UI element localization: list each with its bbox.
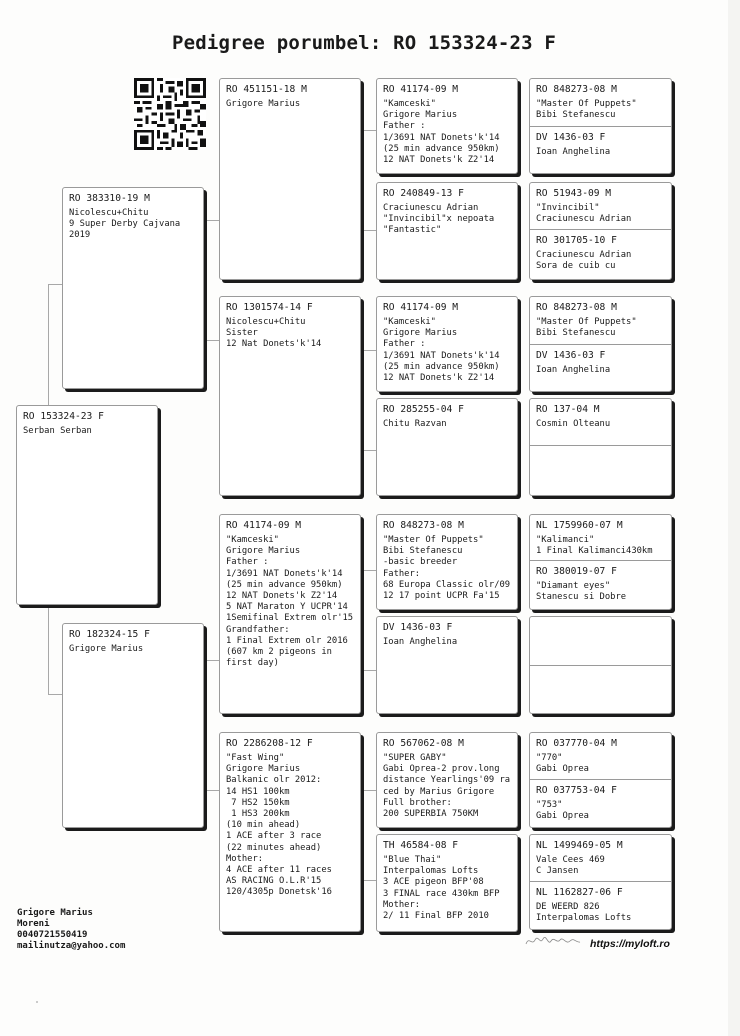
pigeon-pair-gen4: [529, 398, 672, 496]
ring-number: RO 301705-10 F: [536, 235, 617, 246]
pigeon-details: "Kamceski" Grigore Marius Father : 1/3691 NAT Donets'k'14 (25 min advance 950km) 12 NAT Donets'k Z2'14 5 NAT Maraton Y UCPR'14 1Semifinal Extrem olr'15 Grandfather: 1 Final Extrem olr 2016 (607 km 2 pigeons in first day): [226, 535, 354, 669]
ring-number: RO 848273-08 M: [536, 302, 617, 313]
ring-number: RO 037770-04 M: [536, 738, 617, 749]
owner-contact-block: [17, 908, 125, 952]
pigeon-details: Grigore Marius: [226, 99, 301, 109]
ring-number: RO 037753-04 F: [536, 785, 617, 796]
pigeon-card-gen2[interactable]: [219, 78, 361, 280]
pigeon-details: "Kamceski" Grigore Marius Father : 1/3691 NAT Donets'k'14 (25 min advance 950km) 12 NAT Donets'k Z2'14: [383, 317, 500, 384]
pigeon-entry-gen4[interactable]: [530, 183, 671, 229]
pigeon-details: "Diamant eyes" Stanescu si Dobre: [536, 581, 627, 603]
owner-city: Moreni: [17, 919, 50, 929]
pigeon-details: "770" Gabi Oprea: [536, 753, 589, 775]
pigeon-card-gen2[interactable]: [219, 514, 361, 714]
pigeon-details: "Fast Wing" Grigore Marius Balkanic olr 2012: 14 HS1 100km 7 HS2 150km 1 HS3 200km (10 min ahead) 1 ACE after 3 race (22 minutes ahead) Mother: 4 ACE after 11 races AS RACING O.L.R'15 120/4305p Donetsk'16: [226, 753, 332, 898]
pigeon-card-sire[interactable]: [62, 187, 204, 389]
ring-number: DV 1436-03 F: [383, 622, 453, 633]
pigeon-details: Ioan Anghelina: [536, 147, 611, 157]
ring-number: RO 41174-09 M: [383, 84, 459, 95]
pigeon-entry-gen4[interactable]: [530, 297, 671, 344]
pigeon-details: Cosmin Olteanu: [536, 419, 611, 429]
pigeon-pair-gen4: [529, 514, 672, 610]
pigeon-details: Nicolescu+Chitu Sister 12 Nat Donets'k'14: [226, 317, 322, 350]
pigeon-entry-gen4[interactable]: [530, 79, 671, 126]
ring-number: [530, 617, 671, 624]
pigeon-details: "SUPER GABY" Gabi Oprea-2 prov.long distance Yearlings'09 ra ced by Marius Grigore Full brother: 200 SUPERBIA 750KM: [383, 753, 511, 820]
pigeon-entry-gen4[interactable]: [530, 560, 671, 610]
ring-number: DV 1436-03 F: [536, 132, 606, 143]
pigeon-details: "Kamceski" Grigore Marius Father : 1/3691 NAT Donets'k'14 (25 min advance 950km) 12 NAT Donets'k Z2'14: [383, 99, 500, 166]
ring-number: NL 1759960-07 M: [536, 520, 623, 531]
ring-number: RO 380019-07 F: [536, 566, 617, 577]
owner-phone: 0040721550419: [17, 930, 88, 940]
ring-number: RO 451151-18 M: [226, 84, 307, 95]
ring-number: RO 41174-09 M: [383, 302, 459, 313]
pigeon-details: "Invincibil" Craciunescu Adrian: [536, 203, 632, 225]
ring-number: RO 567062-08 M: [383, 738, 464, 749]
pigeon-details: "Blue Thai" Interpalomas Lofts 3 ACE pigeon BFP'08 3 FINAL race 430km BFP Mother: 2/ 11 Final BFP 2010: [383, 855, 500, 922]
ring-number: RO 848273-08 M: [383, 520, 464, 531]
pigeon-details: Craciunescu Adrian Sora de cuib cu: [536, 250, 632, 272]
ring-number: RO 1301574-14 F: [226, 302, 313, 313]
pigeon-card-gen3[interactable]: [376, 514, 518, 610]
paper-speck: [36, 1001, 38, 1003]
ring-number: TH 46584-08 F: [383, 840, 459, 851]
ring-number: RO 240849-13 F: [383, 188, 464, 199]
pigeon-details: Craciunescu Adrian "Invincibil"x nepoata "Fantastic": [383, 203, 495, 236]
owner-email-link[interactable]: mailinutza@yahoo.com: [17, 941, 126, 951]
pigeon-details: "Master Of Puppets" Bibi Stefanescu: [536, 317, 637, 339]
pigeon-details: "Master Of Puppets" Bibi Stefanescu: [536, 99, 637, 121]
ring-number: RO 285255-04 F: [383, 404, 464, 415]
pigeon-details: Nicolescu+Chitu 9 Super Derby Cajvana 2019: [69, 208, 181, 241]
signature-logo: [524, 934, 582, 948]
ring-number: RO 182324-15 F: [69, 629, 150, 640]
myloft-link[interactable]: https://myloft.ro: [590, 938, 670, 950]
pigeon-entry-gen4[interactable]: [530, 835, 671, 881]
ring-number: RO 383310-19 M: [69, 193, 150, 204]
qr-code-icon: [134, 78, 206, 150]
pigeon-entry-gen4[interactable]: [530, 779, 671, 828]
ring-number: RO 2286208-12 F: [226, 738, 313, 749]
pigeon-card-gen3[interactable]: [376, 834, 518, 932]
ring-number: RO 51943-09 M: [536, 188, 612, 199]
pigeon-card-gen3[interactable]: [376, 616, 518, 714]
pigeon-pair-gen4: [529, 78, 672, 174]
pigeon-details: Serban Serban: [23, 426, 92, 436]
pigeon-details: "Master Of Puppets" Bibi Stefanescu -basic breeder Father: 68 Europa Classic olr/09 12 17 point UCPR Fa'15: [383, 535, 511, 602]
ring-number: [530, 446, 671, 453]
pigeon-entry-gen4[interactable]: [530, 515, 671, 560]
pigeon-card-gen3[interactable]: [376, 732, 518, 828]
pigeon-entry-gen4-empty[interactable]: [530, 617, 671, 665]
pigeon-details: DE WEERD 826 Interpalomas Lofts: [536, 902, 632, 924]
pigeon-card-gen2[interactable]: [219, 732, 361, 932]
owner-name: Grigore Marius: [17, 908, 93, 918]
ring-number: NL 1499469-05 M: [536, 840, 623, 851]
pigeon-entry-gen4-empty[interactable]: [530, 665, 671, 714]
pigeon-entry-gen4[interactable]: [530, 399, 671, 445]
pigeon-entry-gen4[interactable]: [530, 229, 671, 280]
ring-number: NL 1162827-06 F: [536, 887, 623, 898]
pigeon-details: "753" Gabi Oprea: [536, 800, 589, 822]
pigeon-entry-gen4[interactable]: [530, 733, 671, 779]
pigeon-card-gen3[interactable]: [376, 398, 518, 496]
pigeon-details: Ioan Anghelina: [536, 365, 611, 375]
pigeon-card-gen3[interactable]: [376, 296, 518, 392]
pigeon-details: Vale Cees 469 C Jansen: [536, 855, 605, 877]
pigeon-pair-gen4: [529, 182, 672, 280]
ring-number: RO 41174-09 M: [226, 520, 302, 531]
pigeon-entry-gen4[interactable]: [530, 126, 671, 174]
pigeon-details: Ioan Anghelina: [383, 637, 458, 647]
pigeon-details: [530, 624, 671, 626]
pigeon-pair-gen4: [529, 732, 672, 828]
pigeon-pair-gen4: [529, 834, 672, 930]
pigeon-details: Grigore Marius: [69, 644, 144, 654]
ring-number: [530, 666, 671, 673]
page-title: Pedigree porumbel: RO 153324-23 F: [171, 32, 557, 54]
pigeon-pair-gen4-empty: [529, 616, 672, 714]
ring-number: RO 848273-08 M: [536, 84, 617, 95]
pigeon-pair-gen4: [529, 296, 672, 392]
pigeon-details: [530, 453, 671, 455]
pigeon-card-subject[interactable]: [16, 405, 158, 605]
pigeon-card-gen2[interactable]: [219, 296, 361, 496]
pigeon-card-gen3[interactable]: [376, 182, 518, 280]
ring-number: DV 1436-03 F: [536, 350, 606, 361]
pigeon-card-gen3[interactable]: [376, 78, 518, 174]
ring-number: RO 153324-23 F: [23, 411, 104, 422]
pigeon-details: "Kalimanci" 1 Final Kalimanci430km: [536, 535, 653, 557]
ring-number: RO 137-04 M: [536, 404, 600, 415]
pigeon-entry-gen4[interactable]: [530, 344, 671, 392]
pigeon-card-dam[interactable]: [62, 623, 204, 828]
pigeon-details: Chitu Razvan: [383, 419, 447, 429]
pigeon-entry-gen4-empty[interactable]: [530, 445, 671, 496]
pigeon-entry-gen4[interactable]: [530, 881, 671, 930]
pigeon-details: [530, 673, 671, 675]
